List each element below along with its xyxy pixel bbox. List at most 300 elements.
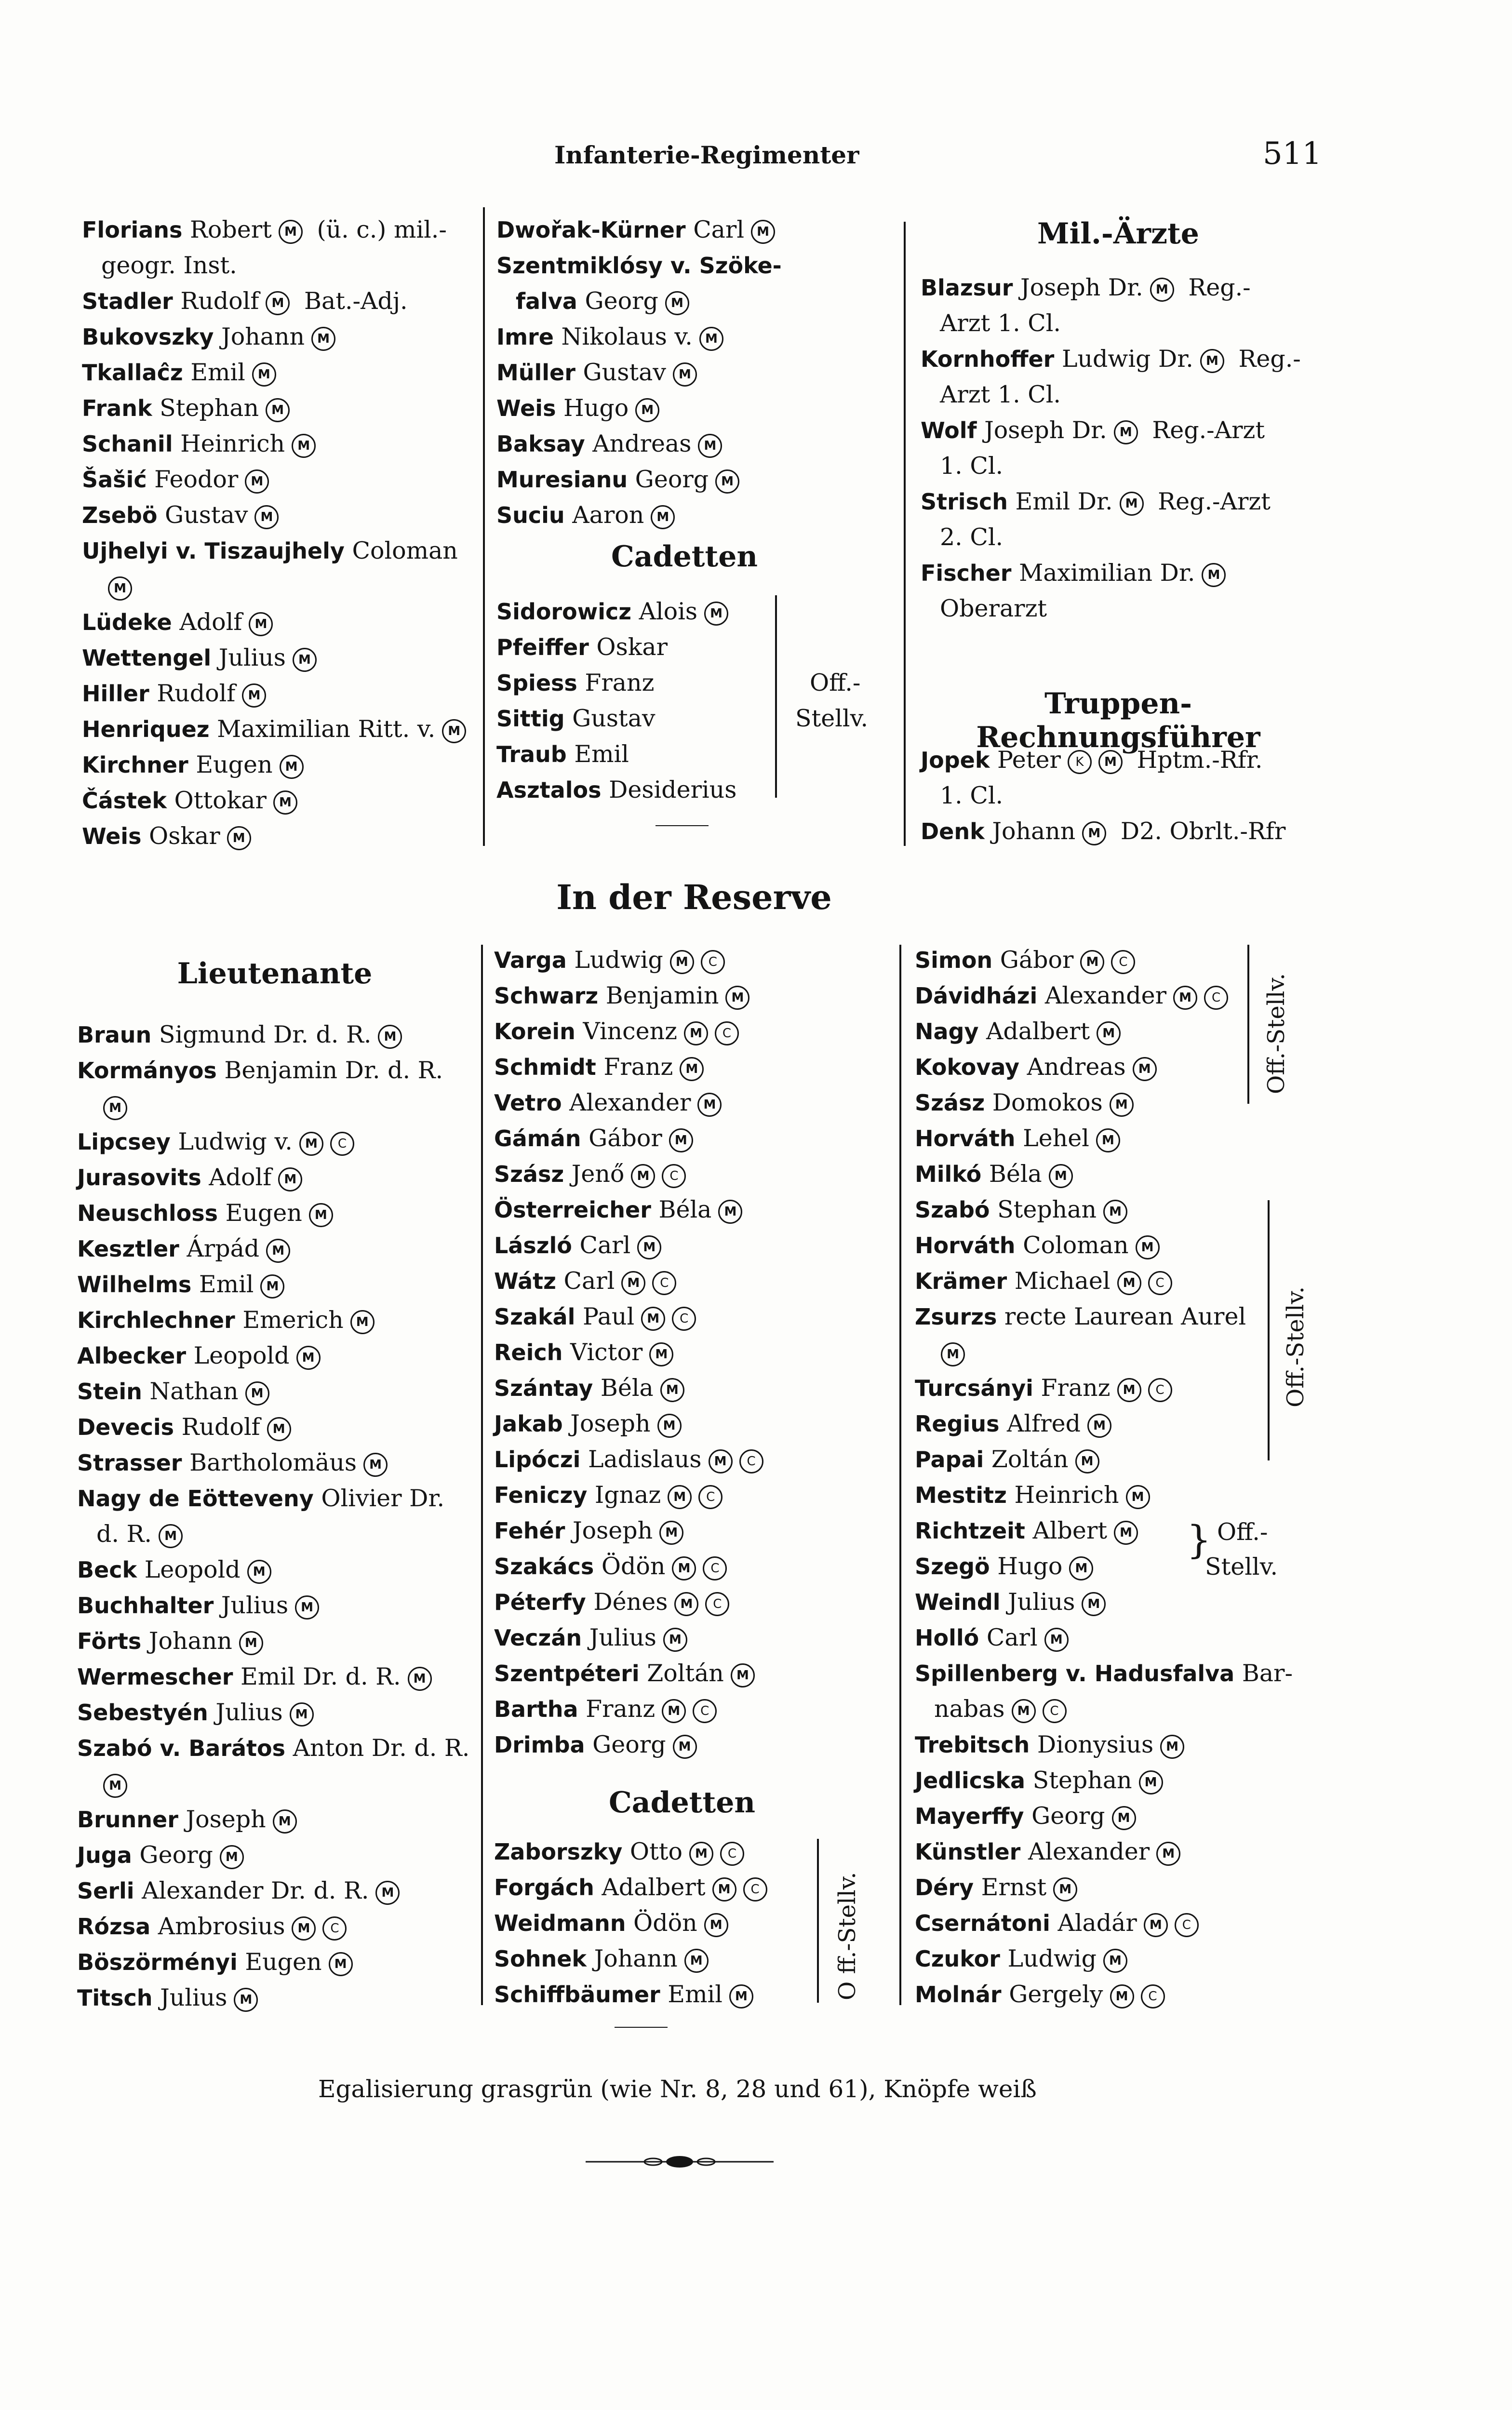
- surname: Reich: [494, 1339, 563, 1366]
- m-mark-icon: M: [684, 1949, 709, 1973]
- given-name: Carl: [986, 1624, 1038, 1651]
- m-mark-icon: M: [309, 1203, 333, 1227]
- given-name: Carl: [579, 1232, 631, 1259]
- given-name: Stephan: [1032, 1767, 1132, 1794]
- m-mark-icon: M: [290, 1702, 314, 1727]
- given-name: Alexander: [1044, 982, 1167, 1009]
- given-name: Emil Dr. d. R.: [240, 1663, 401, 1690]
- surname: Kirchner: [82, 752, 188, 778]
- given-name: Zoltán: [991, 1446, 1069, 1473]
- m-mark-icon: M: [1120, 492, 1144, 516]
- m-mark-icon: M: [273, 1809, 297, 1834]
- list-item: [82, 818, 477, 854]
- list-item: [494, 1442, 904, 1477]
- surname: Mestitz: [915, 1482, 1007, 1508]
- list-item: [496, 283, 906, 319]
- list-item: [82, 462, 477, 497]
- m-mark-icon: M: [672, 1556, 696, 1580]
- surname: Blazsur: [921, 275, 1013, 301]
- surname: Dwořak-Kürner: [496, 217, 686, 243]
- given-name: 1. Cl.: [940, 452, 1004, 480]
- list-item: [82, 248, 477, 283]
- m-mark-icon: M: [1202, 563, 1226, 587]
- surname: Österreicher: [494, 1197, 651, 1223]
- m-mark-icon: M: [1080, 950, 1104, 974]
- surname: Schwarz: [494, 983, 599, 1009]
- m-mark-icon: M: [1136, 1235, 1160, 1259]
- m-mark-icon: M: [729, 1984, 753, 2008]
- list-item: [494, 1620, 904, 1656]
- rank-note: Reg.-Arzt: [1144, 416, 1265, 444]
- surname: Wermescher: [77, 1664, 233, 1690]
- list-item: [77, 1088, 482, 1124]
- m-mark-icon: M: [280, 755, 304, 779]
- given-name: Robert: [190, 216, 272, 243]
- m-mark-icon: M: [1075, 1449, 1099, 1473]
- list-item: [915, 1263, 1310, 1299]
- given-name: Otto: [629, 1838, 682, 1865]
- list-item: [496, 390, 906, 426]
- surname: Schanil: [82, 431, 173, 457]
- m-mark-icon: M: [296, 1346, 321, 1370]
- list-item: [77, 1766, 482, 1802]
- surname: Lüdeke: [82, 609, 172, 635]
- surname: Szász: [494, 1161, 564, 1187]
- top-middle-column: [496, 212, 906, 533]
- given-name: Sigmund Dr. d. R.: [159, 1021, 372, 1048]
- bracket-line: [775, 595, 777, 798]
- m-mark-icon: M: [408, 1667, 432, 1691]
- list-item: [921, 555, 1325, 591]
- list-item: [496, 355, 906, 390]
- surname: Devecis: [77, 1414, 174, 1440]
- m-mark-icon: M: [1160, 1735, 1184, 1759]
- m-mark-icon: M: [673, 1735, 697, 1759]
- c-mark-icon: C: [672, 1307, 696, 1331]
- surname: Horváth: [915, 1232, 1016, 1259]
- surname: Wilhelms: [77, 1272, 192, 1298]
- given-name: Ottokar: [174, 787, 267, 814]
- list-item: [915, 1406, 1310, 1442]
- list-item: [915, 1941, 1310, 1977]
- list-item: [921, 814, 1325, 849]
- surname: Schmidt: [494, 1054, 596, 1080]
- bracket-line: [817, 1839, 819, 2003]
- list-item: [77, 1409, 482, 1445]
- given-name: Victor: [570, 1339, 643, 1366]
- m-mark-icon: M: [663, 1628, 687, 1652]
- surname: Mayerffy: [915, 1803, 1024, 1829]
- m-mark-icon: M: [718, 1200, 742, 1224]
- surname: Sohnek: [494, 1946, 587, 1972]
- surname: Feniczy: [494, 1482, 588, 1508]
- column-rule: [483, 207, 485, 846]
- m-mark-icon: M: [1096, 1128, 1120, 1152]
- top-left-column: [82, 212, 477, 854]
- given-name: Benjamin Dr. d. R.: [224, 1057, 443, 1084]
- given-name: Eugen: [196, 751, 273, 778]
- given-name: Bartholomäus: [189, 1449, 357, 1476]
- surname: Regius: [915, 1411, 1000, 1437]
- given-name: Johann: [594, 1945, 678, 1972]
- surname: Korein: [494, 1018, 575, 1044]
- list-item: [921, 341, 1325, 377]
- given-name: Julius: [221, 1592, 289, 1619]
- m-mark-icon: M: [621, 1271, 645, 1295]
- reserve-middle-list: [494, 942, 904, 1763]
- rank-note: Reg.-: [1180, 274, 1251, 301]
- m-mark-icon: M: [1114, 420, 1138, 444]
- m-mark-icon: M: [665, 291, 689, 315]
- given-name: Hugo: [563, 394, 629, 422]
- list-item: [82, 747, 477, 783]
- m-mark-icon: M: [273, 790, 297, 815]
- m-mark-icon: M: [731, 1663, 755, 1687]
- given-name: Julius: [1008, 1588, 1075, 1616]
- surname: Spiess: [496, 670, 577, 696]
- given-name: Vincenz: [583, 1018, 677, 1045]
- surname: Neuschloss: [77, 1200, 218, 1226]
- surname: Weis: [496, 395, 556, 421]
- given-name: Ladislaus: [588, 1446, 702, 1473]
- list-item: [915, 1299, 1310, 1335]
- off-stellv-vertical: Off.-Stellv.: [1282, 1286, 1309, 1407]
- bracket-line: [1268, 1200, 1270, 1460]
- m-mark-icon: M: [1103, 1949, 1127, 1973]
- list-item: [494, 1299, 904, 1335]
- m-mark-icon: M: [1098, 750, 1123, 774]
- m-mark-icon: M: [684, 1021, 708, 1045]
- given-name: Aaron: [572, 501, 644, 529]
- k-mark-icon: K: [1068, 750, 1092, 774]
- given-name: Peter: [997, 746, 1061, 774]
- surname: Szentmiklósy v. Szöke-: [496, 253, 782, 279]
- given-name: Julius: [160, 1984, 227, 2011]
- surname: Suciu: [496, 502, 565, 528]
- given-name: Julius: [215, 1699, 283, 1726]
- given-name: Emil Dr.: [1015, 488, 1113, 515]
- m-mark-icon: M: [103, 1096, 127, 1120]
- list-item: [77, 1231, 482, 1267]
- m-mark-icon: M: [299, 1132, 323, 1156]
- list-item: [915, 1691, 1310, 1727]
- m-mark-icon: M: [311, 327, 335, 351]
- list-item: [921, 742, 1325, 778]
- list-item: [494, 1406, 904, 1442]
- m-mark-icon: M: [670, 950, 694, 974]
- surname: Kornhoffer: [921, 346, 1055, 372]
- list-item: [915, 1656, 1310, 1691]
- list-item: [494, 1085, 904, 1121]
- given-name: Ödön: [601, 1553, 666, 1580]
- given-name: Alois: [639, 598, 697, 625]
- surname: Wátz: [494, 1268, 556, 1294]
- c-mark-icon: C: [1204, 986, 1228, 1010]
- given-name: Emil: [668, 1981, 723, 2008]
- m-mark-icon: M: [1139, 1770, 1163, 1794]
- given-name: Julius: [589, 1624, 656, 1651]
- m-mark-icon: M: [1173, 986, 1197, 1010]
- list-item: [496, 594, 906, 629]
- given-name: Adalbert: [602, 1874, 706, 1901]
- surname: Weis: [82, 823, 142, 849]
- list-item: [77, 1302, 482, 1338]
- m-mark-icon: M: [751, 220, 775, 244]
- surname: Förts: [77, 1628, 142, 1654]
- surname: Brunner: [77, 1807, 178, 1833]
- given-name: Bar-: [1242, 1660, 1293, 1687]
- list-item: [82, 497, 477, 533]
- m-mark-icon: M: [1087, 1414, 1111, 1438]
- off-stellv-label: Off.-: [810, 669, 861, 696]
- list-item: [494, 1727, 904, 1763]
- given-name: Ignaz: [594, 1481, 661, 1509]
- m-mark-icon: M: [247, 1560, 271, 1584]
- given-name: Ludwig: [574, 946, 663, 974]
- surname: Déry: [915, 1874, 974, 1901]
- m-mark-icon: M: [637, 1235, 661, 1259]
- m-mark-icon: M: [292, 434, 316, 458]
- surname: Varga: [494, 947, 567, 973]
- surname: Lipóczi: [494, 1446, 581, 1473]
- list-item: [82, 283, 477, 319]
- given-name: Georg: [635, 466, 709, 493]
- given-name: Béla: [658, 1196, 712, 1223]
- surname: Serli: [77, 1878, 134, 1904]
- m-mark-icon: M: [1200, 349, 1224, 373]
- given-name: Andreas: [592, 430, 692, 457]
- surname: Jedlicska: [915, 1767, 1026, 1794]
- given-name: 1. Cl.: [940, 782, 1004, 809]
- m-mark-icon: M: [329, 1952, 353, 1976]
- list-item: [921, 448, 1325, 484]
- m-mark-icon: M: [279, 220, 303, 244]
- c-mark-icon: C: [1141, 1984, 1165, 2008]
- c-mark-icon: C: [715, 1021, 739, 1045]
- list-item: [915, 1798, 1310, 1834]
- section-title-lieutenante: Lieutenante: [177, 957, 373, 991]
- c-mark-icon: C: [652, 1271, 676, 1295]
- list-item: [921, 413, 1325, 448]
- given-name: Joseph: [186, 1806, 266, 1833]
- list-item: [915, 1335, 1310, 1370]
- list-item: [494, 1335, 904, 1370]
- surname: Künstler: [915, 1839, 1021, 1865]
- m-mark-icon: M: [704, 602, 728, 626]
- list-item: [494, 1156, 904, 1192]
- given-name: Georg: [585, 287, 658, 315]
- surname: Imre: [496, 324, 554, 350]
- m-mark-icon: M: [1133, 1057, 1157, 1081]
- given-name: Franz: [603, 1053, 673, 1081]
- given-name: Franz: [586, 1695, 656, 1723]
- m-mark-icon: M: [1097, 1021, 1121, 1045]
- c-mark-icon: C: [1148, 1271, 1172, 1295]
- surname: falva: [516, 288, 577, 314]
- list-item: [921, 484, 1325, 520]
- rank-note: Hptm.-Rfr.: [1129, 746, 1263, 774]
- c-mark-icon: C: [662, 1164, 686, 1188]
- c-mark-icon: C: [720, 1842, 744, 1866]
- m-mark-icon: M: [1103, 1200, 1127, 1224]
- list-item: [921, 778, 1325, 814]
- list-item: [915, 1370, 1310, 1406]
- surname: Turcsányi: [915, 1375, 1033, 1401]
- m-mark-icon: M: [1053, 1877, 1077, 1901]
- surname: Buchhalter: [77, 1593, 214, 1619]
- surname: Szabó v. Barátos: [77, 1735, 286, 1761]
- given-name: Gustav: [583, 359, 666, 386]
- list-item: [915, 942, 1310, 978]
- list-item: [915, 1977, 1310, 2012]
- m-mark-icon: M: [697, 1093, 722, 1117]
- given-name: Gábor: [1000, 946, 1074, 974]
- given-name: Joseph Dr.: [1020, 274, 1143, 301]
- given-name: Franz: [585, 669, 655, 696]
- list-item: [82, 533, 477, 569]
- m-mark-icon: M: [641, 1307, 665, 1331]
- m-mark-icon: M: [159, 1524, 183, 1548]
- off-stellv-vertical: Off.-Stellv.: [1263, 973, 1290, 1094]
- surname: Holló: [915, 1625, 979, 1651]
- surname: Weindl: [915, 1589, 1001, 1615]
- surname: Drimba: [494, 1732, 585, 1758]
- surname: Bukovszky: [82, 324, 214, 350]
- truppen-list: [921, 742, 1325, 849]
- m-mark-icon: M: [350, 1310, 375, 1334]
- given-name: Lehel: [1023, 1125, 1089, 1152]
- list-item: [494, 1656, 904, 1691]
- surname: Schiffbäumer: [494, 1982, 660, 2008]
- given-name: Hugo: [997, 1553, 1063, 1580]
- surname: Szakács: [494, 1553, 594, 1580]
- surname: Csernátoni: [915, 1910, 1050, 1936]
- list-item: [915, 1763, 1310, 1798]
- m-mark-icon: M: [245, 1381, 269, 1406]
- m-mark-icon: M: [1150, 278, 1174, 302]
- list-item: [77, 1374, 482, 1409]
- rank-note: Bat.-Adj.: [296, 287, 408, 315]
- given-name: Stephan: [160, 394, 259, 422]
- surname: Florians: [82, 217, 183, 243]
- m-mark-icon: M: [442, 719, 466, 743]
- list-item: [77, 1730, 482, 1766]
- surname: Weidmann: [494, 1910, 626, 1936]
- given-name: Julius: [218, 644, 286, 671]
- m-mark-icon: M: [1156, 1842, 1180, 1866]
- m-mark-icon: M: [725, 986, 749, 1010]
- list-item: [494, 1228, 904, 1263]
- rank-note: Reg.-Arzt: [1150, 488, 1271, 515]
- given-name: Georg: [139, 1841, 213, 1869]
- given-name: geogr. Inst.: [101, 252, 237, 279]
- given-name: Gábor: [589, 1125, 662, 1152]
- running-header: Infanterie-Regimenter: [554, 141, 859, 169]
- list-item: [915, 1620, 1310, 1656]
- given-name: Georg: [592, 1731, 666, 1758]
- given-name: Andreas: [1027, 1053, 1126, 1081]
- m-mark-icon: M: [227, 826, 251, 850]
- given-name: Adolf: [209, 1164, 272, 1191]
- list-item: [77, 1160, 482, 1195]
- surname: Hiller: [82, 681, 149, 707]
- given-name: Joseph: [570, 1410, 651, 1437]
- surname: Braun: [77, 1022, 152, 1048]
- given-name: Eugen: [225, 1199, 302, 1227]
- surname: Denk: [921, 818, 985, 844]
- surname: Zaborszky: [494, 1839, 623, 1865]
- given-name: Adalbert: [986, 1018, 1090, 1045]
- c-mark-icon: C: [1148, 1378, 1172, 1402]
- list-item: [921, 520, 1325, 555]
- section-title-mil-aerzte: Mil.-Ärzte: [1037, 217, 1199, 251]
- list-item: [77, 1267, 482, 1302]
- page-number: 511: [1263, 136, 1322, 172]
- given-name: Eugen: [245, 1948, 322, 1976]
- given-name: Ödön: [633, 1909, 697, 1937]
- list-item: [494, 942, 904, 978]
- given-name: Domokos: [992, 1089, 1103, 1116]
- surname: Nagy de Eötteveny: [77, 1486, 314, 1512]
- surname: Stein: [77, 1379, 142, 1405]
- given-name: Franz: [1041, 1374, 1111, 1402]
- m-mark-icon: M: [103, 1774, 127, 1798]
- m-mark-icon: M: [1049, 1164, 1073, 1188]
- bracket-line: [1247, 945, 1249, 1104]
- list-item: [82, 355, 477, 390]
- given-name: Albert: [1032, 1517, 1108, 1544]
- list-item: [82, 212, 477, 248]
- surname: Fehér: [494, 1518, 565, 1544]
- list-item: [494, 1049, 904, 1085]
- m-mark-icon: M: [662, 1699, 686, 1723]
- m-mark-icon: M: [252, 362, 276, 387]
- surname: Szentpéteri: [494, 1660, 640, 1687]
- given-name: Emil: [574, 740, 629, 768]
- surname: Szegö: [915, 1553, 990, 1580]
- surname: Sidorowicz: [496, 599, 632, 625]
- given-name: Ambrosius: [158, 1913, 285, 1940]
- list-item: [82, 426, 477, 462]
- m-mark-icon: M: [651, 505, 675, 529]
- given-name: Gergely: [1009, 1981, 1103, 2008]
- list-item: [77, 1623, 482, 1659]
- given-name: Dénes: [593, 1588, 668, 1616]
- list-item: [921, 377, 1325, 413]
- surname: Wolf: [921, 417, 977, 443]
- m-mark-icon: M: [260, 1274, 284, 1299]
- surname: Henriquez: [82, 716, 210, 742]
- given-name: Nathan: [149, 1378, 239, 1405]
- m-mark-icon: M: [698, 434, 722, 458]
- given-name: Rudolf: [181, 1413, 260, 1441]
- m-mark-icon: M: [295, 1595, 319, 1620]
- given-name: Stephan: [997, 1196, 1097, 1223]
- surname: Gámán: [494, 1125, 581, 1151]
- list-item: [494, 1477, 904, 1513]
- m-mark-icon: M: [108, 576, 132, 601]
- surname: Jurasovits: [77, 1165, 201, 1191]
- list-item: [82, 711, 477, 747]
- list-item: [494, 1584, 904, 1620]
- list-item: [77, 1695, 482, 1730]
- c-mark-icon: C: [743, 1877, 767, 1901]
- list-item: [921, 270, 1325, 306]
- column-rule: [899, 945, 901, 2005]
- surname: Nagy: [915, 1018, 979, 1044]
- surname: Milkó: [915, 1161, 982, 1187]
- m-mark-icon: M: [712, 1877, 736, 1901]
